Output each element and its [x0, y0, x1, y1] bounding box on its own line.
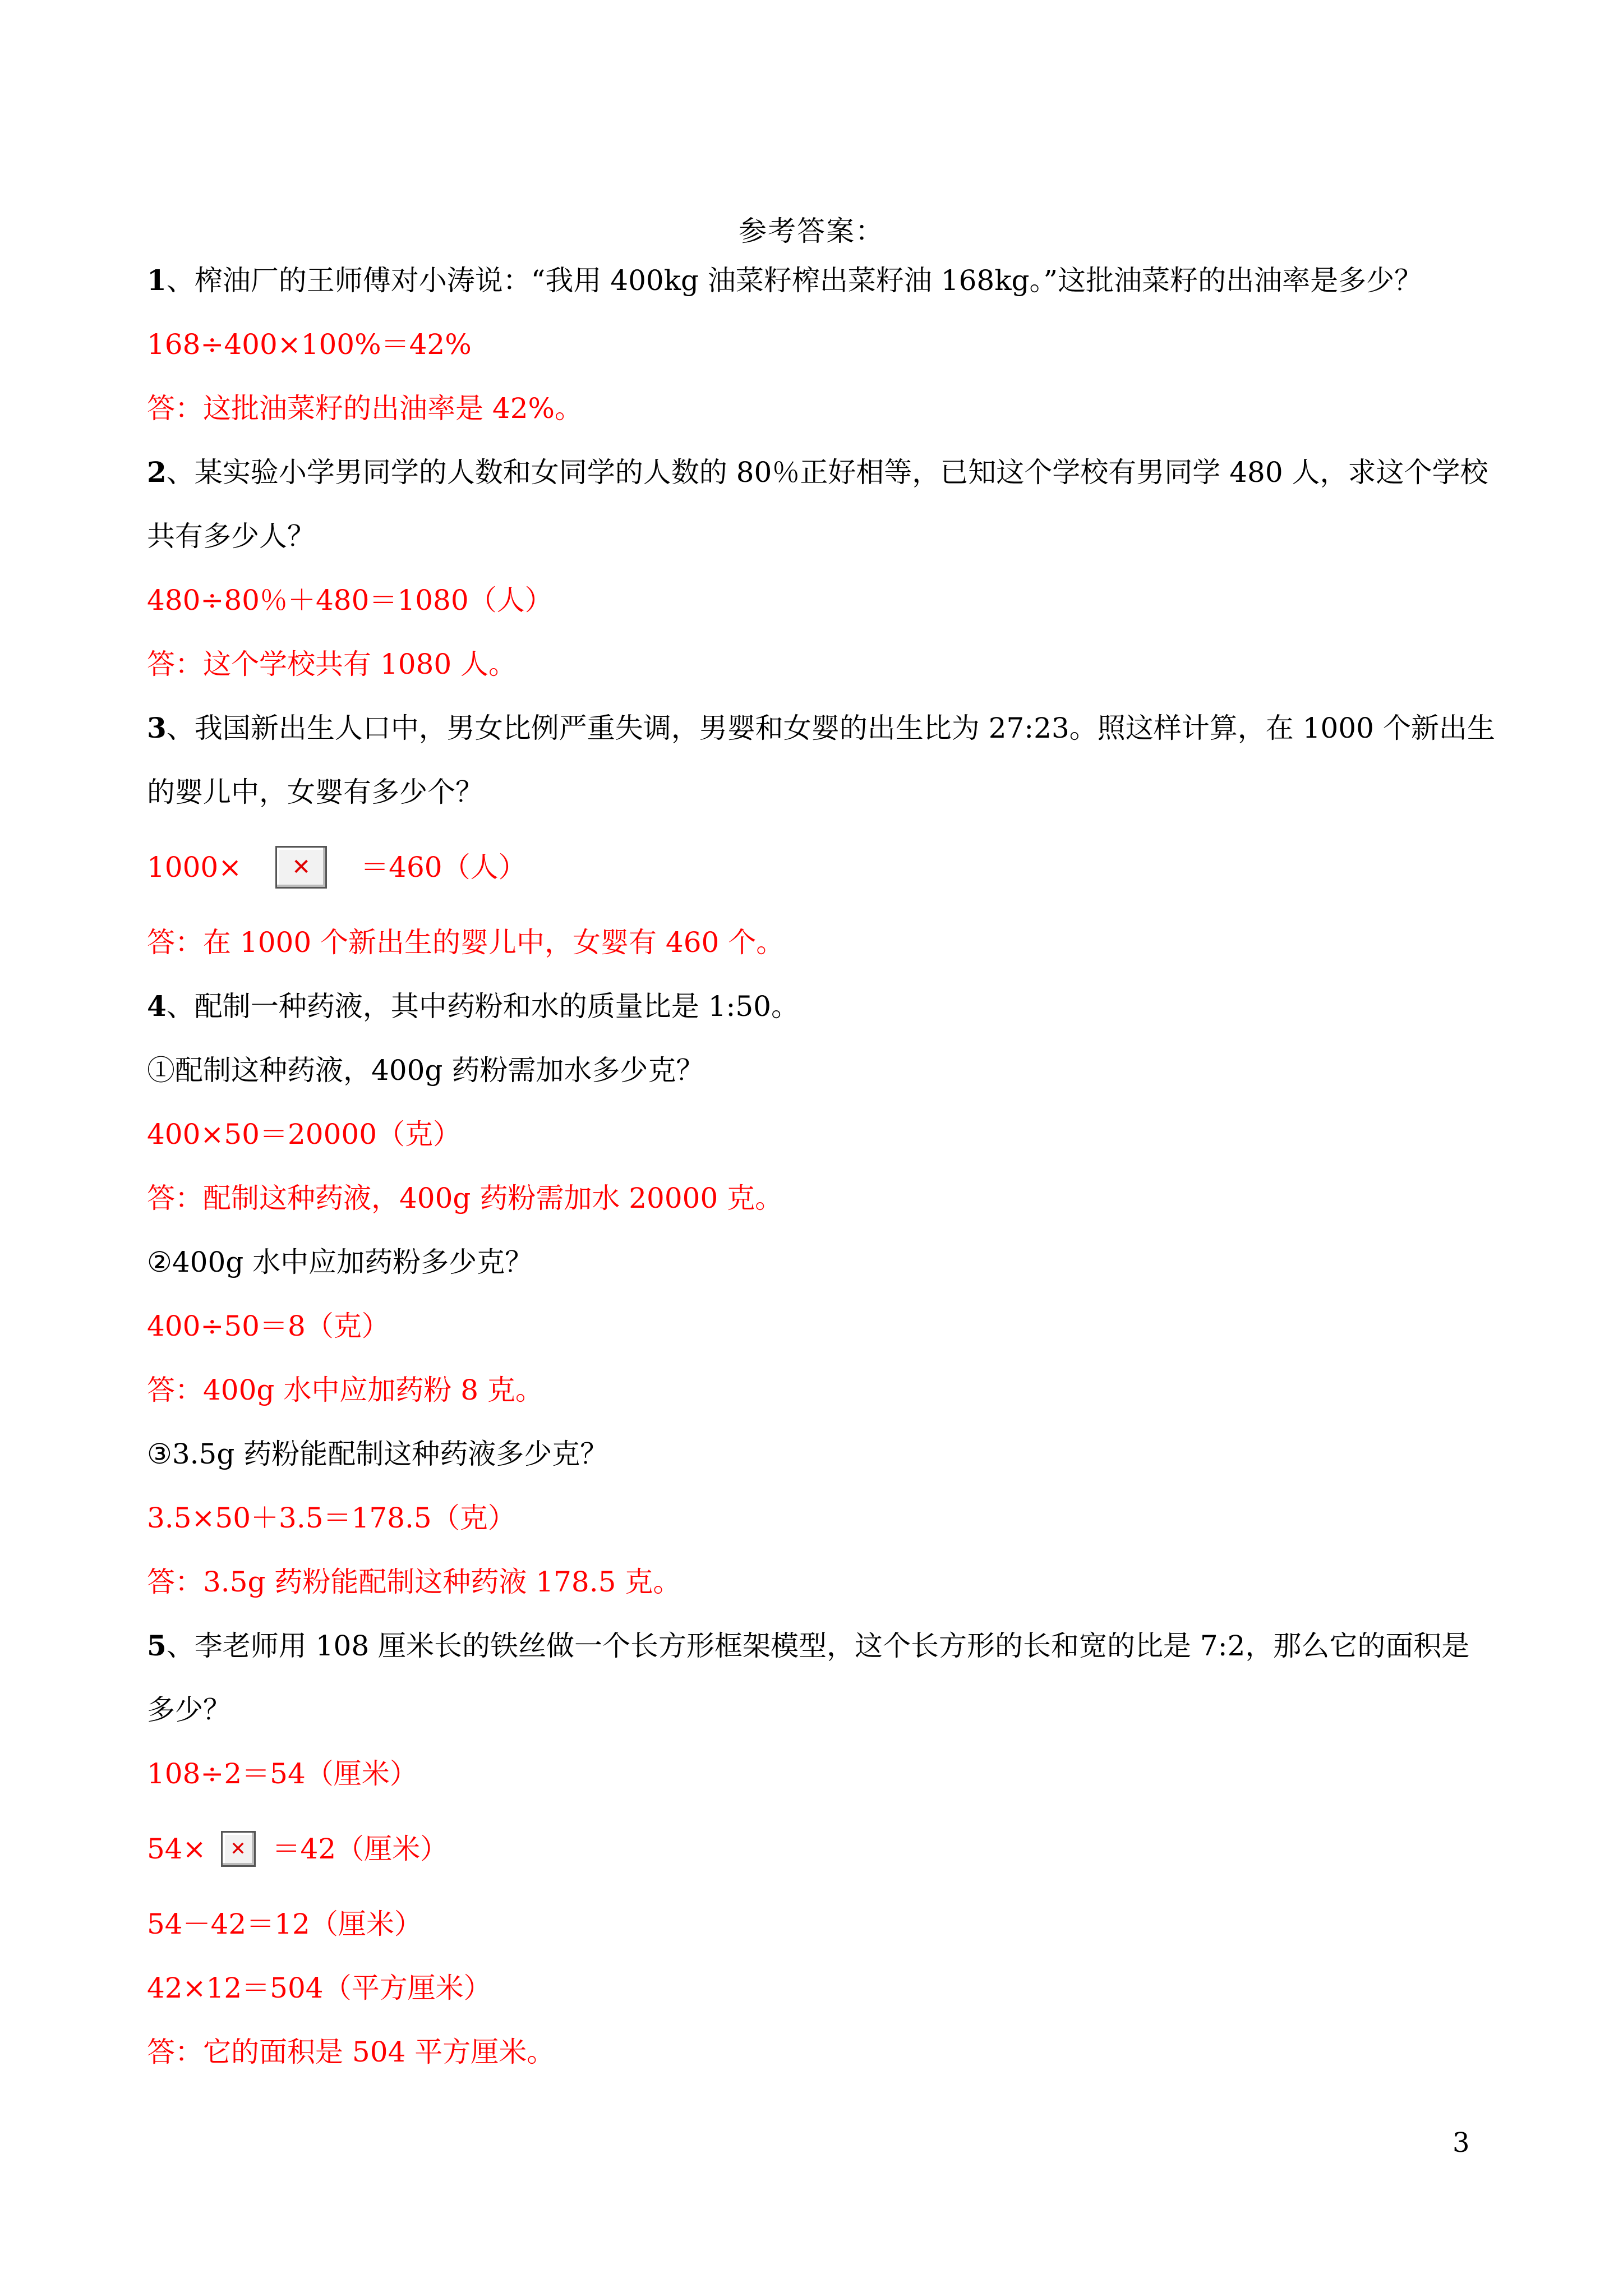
q1-answer: 答：这批油菜籽的出油率是 42%。 [147, 392, 583, 425]
q4-answer-1: 答：配制这种药液，400g 药粉需加水 20000 克。 [147, 1182, 783, 1214]
q2-calculation: 480÷80％＋480＝1080（人） [147, 584, 553, 616]
document-body [147, 258, 1495, 2093]
question-3 [147, 706, 1495, 751]
q1-calculation: 168÷400×100%＝42% [147, 328, 472, 361]
q4-part-3: ③3.5g 药粉能配制这种药液多少克？ [147, 1438, 608, 1470]
q5-calculation-3: 54－42＝12（厘米） [147, 1908, 422, 1940]
question-4 [147, 984, 1487, 1029]
question-3-continued: 的婴儿中，女婴有多少个？ [147, 776, 483, 808]
q4-calculation-1: 400×50＝20000（克） [147, 1118, 462, 1151]
page-title: 参考答案： [739, 215, 884, 247]
question-number: 1 [147, 264, 167, 297]
q4-part-2: ②400g 水中应加药粉多少克？ [147, 1246, 533, 1278]
question-number: 2 [147, 455, 167, 489]
q5-answer: 答：它的面积是 504 平方厘米。 [147, 2036, 555, 2068]
question-text: 、李老师用 108 厘米长的铁丝做一个长方形框架模型，这个长方形的长和宽的比是 7:2，那么它的面积是 [166, 1630, 1470, 1662]
q5-calculation-4: 42×12＝504（平方厘米） [147, 1972, 492, 2004]
q4-calculation-3: 3.5×50＋3.5＝178.5（克） [147, 1502, 516, 1534]
question-2-continued: 共有多少人？ [147, 520, 315, 553]
question-5-continued: 多少？ [147, 1694, 231, 1726]
formula-right: ＝460（人） [361, 851, 527, 884]
question-1 [147, 258, 1487, 303]
broken-image-icon: ✕ [275, 846, 327, 889]
q3-answer: 答：在 1000 个新出生的婴儿中，女婴有 460 个。 [147, 926, 785, 959]
q5-calculation-1: 108÷2＝54（厘米） [147, 1757, 418, 1790]
q3-calculation [147, 834, 1487, 901]
q4-part-1: ①配制这种药液，400g 药粉需加水多少克？ [147, 1054, 704, 1087]
page-number: 3 [1453, 2127, 1470, 2159]
question-number: 3 [147, 711, 167, 744]
q5-calculation-2 [147, 1815, 1487, 1883]
q4-answer-2: 答：400g 水中应加药粉 8 克。 [147, 1374, 543, 1406]
question-text: 、配制一种药液，其中药粉和水的质量比是 1:50。 [166, 990, 799, 1023]
formula-left: 54× [147, 1833, 206, 1865]
q4-calculation-2: 400÷50＝8（克） [147, 1310, 390, 1342]
question-text: 、榨油厂的王师傅对小涛说：“我用 400kg 油菜籽榨出菜籽油 168kg。”这批油菜籽的出油率是多少？ [166, 264, 1423, 297]
question-2 [147, 450, 1487, 495]
question-number: 4 [147, 990, 167, 1023]
formula-left: 1000× [147, 851, 242, 884]
q4-answer-3: 答：3.5g 药粉能配制这种药液 178.5 克。 [147, 1566, 681, 1598]
question-text: 、我国新出生人口中，男女比例严重失调，男婴和女婴的出生比为 27:23。照这样计算，在 1000 个新出生 [166, 712, 1495, 744]
question-text: 、某实验小学男同学的人数和女同学的人数的 80％正好相等，已知这个学校有男同学 480 人，求这个学校 [166, 456, 1488, 489]
q2-answer: 答：这个学校共有 1080 人。 [147, 648, 517, 680]
formula-right: ＝42（厘米） [272, 1833, 449, 1865]
question-number: 5 [147, 1629, 167, 1662]
question-5 [147, 1623, 1487, 1668]
broken-image-icon: ✕ [221, 1831, 256, 1867]
